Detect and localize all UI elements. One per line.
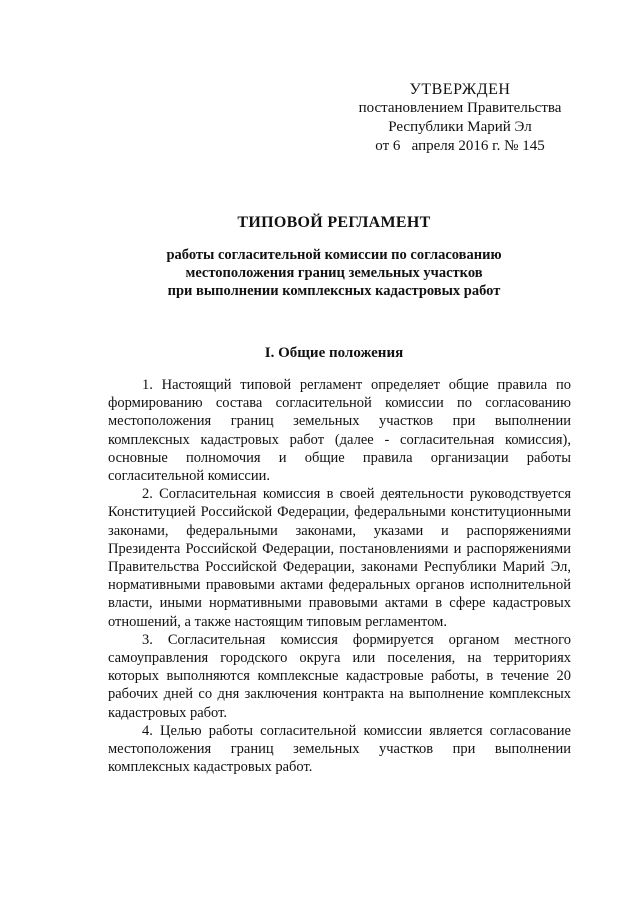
approval-date-prefix: от 6 [375,138,401,154]
approval-date-line [340,137,580,156]
approval-line-2: Республики Марий Эл [388,119,532,135]
subtitle-line-3: при выполнении комплексных кадастровых работ [167,283,501,299]
approval-stamp [340,80,580,156]
document-title: ТИПОВОЙ РЕГЛАМЕНТ [237,214,431,231]
approval-line-1: постановлением Правительства [358,100,562,116]
subtitle-line-1: работы согласительной комиссии по согласованию [166,247,502,263]
paragraph-1: 1. Настоящий типовой регламент определяет общие правила по формированию состава согласительной комиссии по согласованию местоположения границ земельных участков при выполнении комплексных кадастровых работ (далее - согласительная комиссия), основные полномочия и общие правила организации работы согласительной комиссии. [108,377,571,485]
section-title: I. Общие положения [264,345,404,361]
paragraph-2: 2. Согласительная комиссия в своей деятельности руководствуется Конституцией Российской Федерации, федеральными конституционными законами, федеральными законами, указами и распоряжениями Президента Российской Федерации, постановлениями и распоряжениями Правительства Российской Федерации, законами Республики Марий Эл, нормативными правовыми актами федеральных органов исполнительной власти, иными нормативными правовыми актами в сфере кадастровых отношений, а также настоящим типовым регламентом. [108,486,571,630]
subtitle-line-2: местоположения границ земельных участков [185,265,483,281]
paragraph-4: 4. Целью работы согласительной комиссии является согласование местоположения границ земельных участков при выполнении комплексных кадастровых работ. [108,722,571,776]
approval-heading: УТВЕРЖДЕН [409,81,511,98]
document-subtitle [100,246,568,300]
paragraph-3: 3. Согласительная комиссия формируется органом местного самоуправления городского округа или поселения, на территориях которых выполняются комплексные кадастровые работы, в течение 20 рабочих дней со дня заключения контракта на выполнение комплексных кадастровых работ. [108,631,571,721]
approval-date-rest: апреля 2016 г. № 145 [411,138,545,154]
document-body [108,376,571,776]
